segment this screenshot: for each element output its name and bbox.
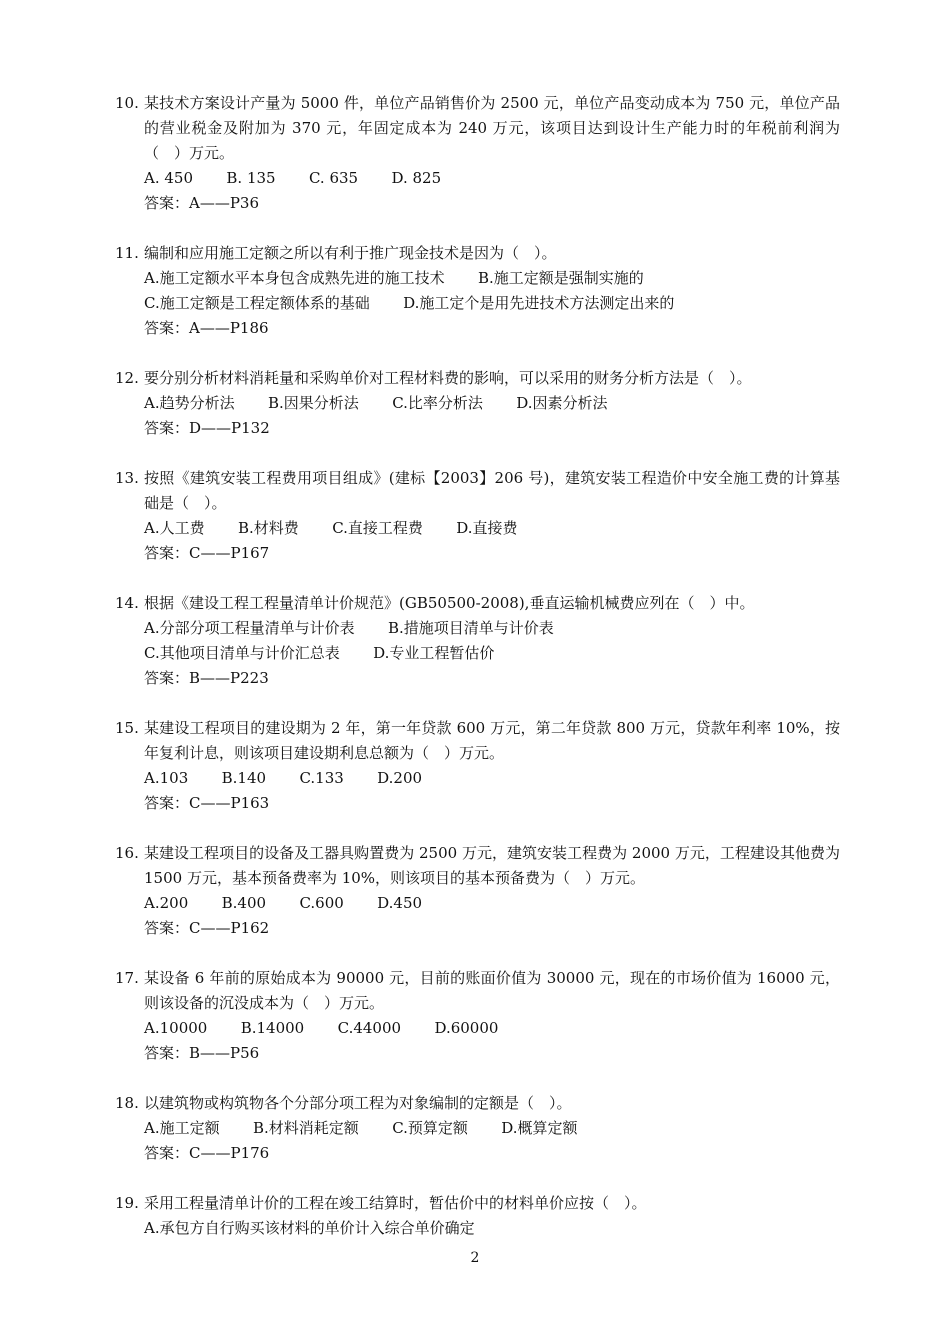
option-item: D.200 bbox=[377, 769, 423, 787]
option-item: C.直接工程费 bbox=[332, 519, 423, 537]
option-row bbox=[144, 266, 840, 291]
question-block bbox=[115, 591, 840, 691]
question-block bbox=[115, 466, 840, 566]
option-row bbox=[144, 1216, 840, 1241]
question-stem bbox=[115, 591, 840, 616]
question-text: 按照《建筑安装工程费用项目组成》(建标【2003】206 号)，建筑安装工程造价中安全施工费的计算基础是（ ）。 bbox=[144, 469, 840, 512]
question-stem bbox=[115, 366, 840, 391]
option-item: C.133 bbox=[299, 769, 344, 787]
option-item: A.人工费 bbox=[144, 519, 205, 537]
option-item: A.10000 bbox=[144, 1019, 208, 1037]
option-item: A.趋势分析法 bbox=[144, 394, 235, 412]
page-number: 2 bbox=[470, 1250, 480, 1266]
option-item: B.14000 bbox=[240, 1019, 305, 1037]
option-row bbox=[144, 641, 840, 666]
option-item: D. 825 bbox=[391, 169, 442, 187]
option-item: B.措施项目清单与计价表 bbox=[388, 619, 554, 637]
option-item: A.103 bbox=[144, 769, 189, 787]
option-item: B.材料消耗定额 bbox=[253, 1119, 359, 1137]
question-block bbox=[115, 966, 840, 1066]
question-options bbox=[115, 766, 840, 816]
option-item: D.因素分析法 bbox=[516, 394, 608, 412]
question-text: 某建设工程项目的建设期为 2 年，第一年贷款 600 万元，第二年贷款 800 万元，贷款年利率 10%，按年复利计息，则该项目建设期利息总额为（ ）万元。 bbox=[144, 719, 840, 762]
option-item: B.材料费 bbox=[238, 519, 299, 537]
question-stem bbox=[115, 1091, 840, 1116]
option-item: A. 450 bbox=[144, 169, 193, 187]
question-stem bbox=[115, 466, 840, 516]
question-text: 某设备 6 年前的原始成本为 90000 元，目前的账面价值为 30000 元，现在的市场价值为 16000 元，则该设备的沉没成本为（ ）万元。 bbox=[144, 969, 840, 1012]
question-number: 15. bbox=[115, 719, 139, 737]
answer-line: 答案：C——P163 bbox=[144, 794, 270, 812]
option-item: C.比率分析法 bbox=[392, 394, 483, 412]
answer-line: 答案：B——P56 bbox=[144, 1044, 260, 1062]
option-item: D.概算定额 bbox=[501, 1119, 578, 1137]
question-text: 以建筑物或构筑物各个分部分项工程为对象编制的定额是（ ）。 bbox=[144, 1094, 572, 1112]
option-item: C.600 bbox=[299, 894, 344, 912]
option-item: C. 635 bbox=[308, 169, 359, 187]
option-item: B.400 bbox=[221, 894, 267, 912]
option-item: D.专业工程暂估价 bbox=[373, 644, 495, 662]
question-number: 19. bbox=[115, 1194, 139, 1212]
option-item: B.施工定额是强制实施的 bbox=[478, 269, 644, 287]
question-options bbox=[115, 1216, 840, 1241]
question-options bbox=[115, 1116, 840, 1166]
question-number: 14. bbox=[115, 594, 139, 612]
option-item: A.施工定额水平本身包含成熟先进的施工技术 bbox=[144, 269, 445, 287]
question-text: 编制和应用施工定额之所以有利于推广现金技术是因为（ ）。 bbox=[144, 244, 557, 262]
question-options bbox=[115, 166, 840, 216]
option-row bbox=[144, 516, 840, 541]
option-item: A.200 bbox=[144, 894, 189, 912]
option-item: B.因果分析法 bbox=[268, 394, 359, 412]
option-item: A.分部分项工程量清单与计价表 bbox=[144, 619, 355, 637]
question-number: 12. bbox=[115, 369, 139, 387]
option-item: D.施工定个是用先进技术方法测定出来的 bbox=[403, 294, 675, 312]
option-row bbox=[144, 766, 840, 791]
option-item: C.44000 bbox=[337, 1019, 402, 1037]
option-item: C.预算定额 bbox=[392, 1119, 468, 1137]
option-item: A.承包方自行购买该材料的单价计入综合单价确定 bbox=[144, 1219, 475, 1237]
option-row bbox=[144, 291, 840, 316]
option-item: D.60000 bbox=[434, 1019, 499, 1037]
question-text: 根据《建设工程工程量清单计价规范》(GB50500-2008),垂直运输机械费应列在（ ）中。 bbox=[144, 594, 755, 612]
option-item: B. 135 bbox=[226, 169, 276, 187]
option-row bbox=[144, 1116, 840, 1141]
answer-line: 答案：B——P223 bbox=[144, 669, 269, 687]
option-row bbox=[144, 616, 840, 641]
question-number: 18. bbox=[115, 1094, 139, 1112]
answer-line: 答案：C——P162 bbox=[144, 919, 270, 937]
answer-line: 答案：C——P176 bbox=[144, 1144, 270, 1162]
question-block bbox=[115, 241, 840, 341]
option-item: C.施工定额是工程定额体系的基础 bbox=[144, 294, 370, 312]
answer-line: 答案：A——P36 bbox=[144, 194, 260, 212]
question-block bbox=[115, 366, 840, 441]
option-row bbox=[144, 1016, 840, 1041]
question-block bbox=[115, 716, 840, 816]
question-options bbox=[115, 516, 840, 566]
option-item: D.直接费 bbox=[456, 519, 518, 537]
question-text: 某建设工程项目的设备及工器具购置费为 2500 万元，建筑安装工程费为 2000 万元，工程建设其他费为 1500 万元，基本预备费率为 10%，则该项目的基本预备费为（ ）万元。 bbox=[144, 844, 840, 887]
question-block bbox=[115, 1191, 840, 1241]
question-list bbox=[115, 91, 840, 1266]
question-stem bbox=[115, 241, 840, 266]
option-row bbox=[144, 166, 840, 191]
option-row bbox=[144, 391, 840, 416]
question-options bbox=[115, 266, 840, 341]
question-number: 13. bbox=[115, 469, 139, 487]
option-item: C.其他项目清单与计价汇总表 bbox=[144, 644, 340, 662]
question-stem bbox=[115, 841, 840, 891]
question-stem bbox=[115, 1191, 840, 1216]
question-block bbox=[115, 91, 840, 216]
question-text: 要分别分析材料消耗量和采购单价对工程材料费的影响，可以采用的财务分析方法是（ ）。 bbox=[144, 369, 752, 387]
answer-line: 答案：C——P167 bbox=[144, 544, 270, 562]
question-stem bbox=[115, 91, 840, 166]
question-number: 11. bbox=[115, 244, 139, 262]
question-options bbox=[115, 616, 840, 691]
option-row bbox=[144, 891, 840, 916]
answer-line: 答案：D——P132 bbox=[144, 419, 270, 437]
question-block bbox=[115, 841, 840, 941]
question-block bbox=[115, 1091, 840, 1166]
option-item: D.450 bbox=[377, 894, 423, 912]
question-stem bbox=[115, 966, 840, 1016]
question-options bbox=[115, 1016, 840, 1066]
question-stem bbox=[115, 716, 840, 766]
question-text: 采用工程量清单计价的工程在竣工结算时，暂估价中的材料单价应按（ ）。 bbox=[144, 1194, 647, 1212]
question-number: 10. bbox=[115, 94, 139, 112]
question-options bbox=[115, 391, 840, 441]
answer-line: 答案：A——P186 bbox=[144, 319, 269, 337]
option-item: A.施工定额 bbox=[144, 1119, 220, 1137]
option-item: B.140 bbox=[221, 769, 267, 787]
question-text: 某技术方案设计产量为 5000 件，单位产品销售价为 2500 元，单位产品变动成本为 750 元，单位产品的营业税金及附加为 370 元，年固定成本为 240 万元，该项目达到设计生产能力时的年税前利润为（ ）万元。 bbox=[144, 94, 840, 162]
question-number: 17. bbox=[115, 969, 139, 987]
question-options bbox=[115, 891, 840, 941]
question-number: 16. bbox=[115, 844, 139, 862]
